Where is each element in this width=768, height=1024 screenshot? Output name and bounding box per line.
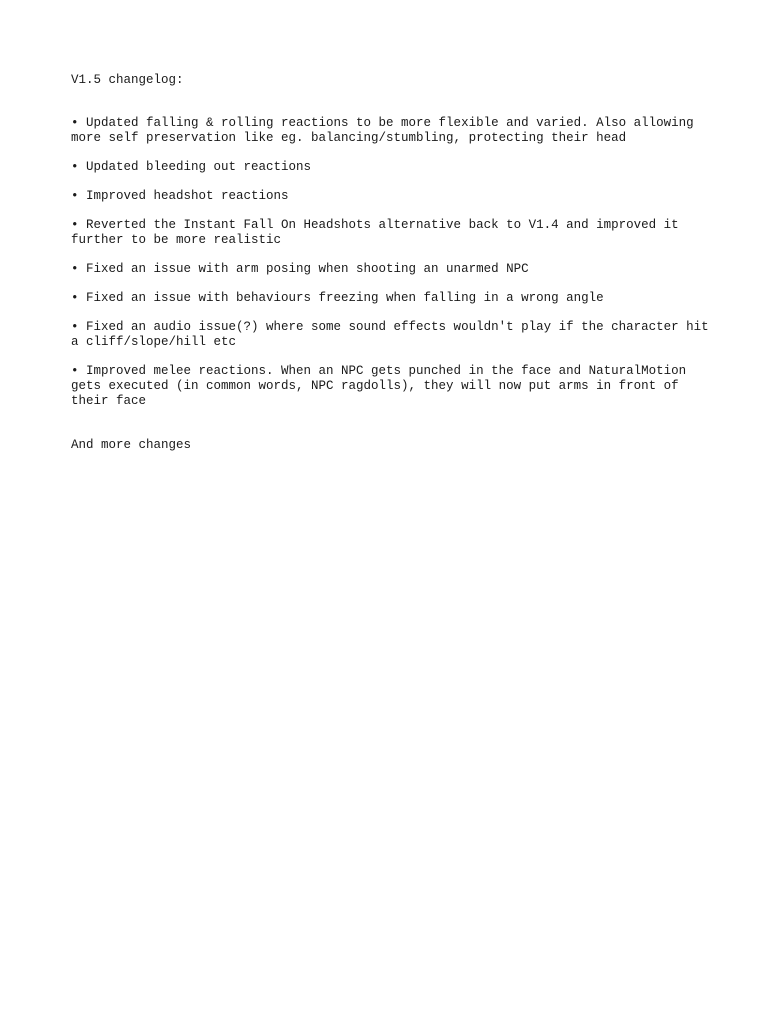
changelog-item: • Updated bleeding out reactions (71, 160, 312, 174)
changelog-list (71, 116, 717, 409)
changelog-item: • Fixed an issue with arm posing when shooting an unarmed NPC (71, 262, 529, 276)
changelog-heading: V1.5 changelog: (71, 73, 184, 87)
changelog-footer: And more changes (71, 438, 192, 452)
changelog-item: • Reverted the Instant Fall On Headshots alternative back to V1.4 and improved it further to be more realistic (71, 218, 687, 247)
changelog-item: • Fixed an issue with behaviours freezing when falling in a wrong angle (71, 291, 604, 305)
changelog-document (71, 73, 717, 453)
changelog-item: • Fixed an audio issue(?) where some sound effects wouldn't play if the character hit a cliff/slope/hill etc (71, 320, 717, 349)
changelog-item: • Improved headshot reactions (71, 189, 289, 203)
changelog-item: • Improved melee reactions. When an NPC gets punched in the face and NaturalMotion gets executed (in common words, NPC ragdolls), they will now put arms in front of their face (71, 364, 694, 408)
changelog-item: • Updated falling & rolling reactions to be more flexible and varied. Also allowing more self preservation like eg. balancing/stumbling, protecting their head (71, 116, 702, 145)
